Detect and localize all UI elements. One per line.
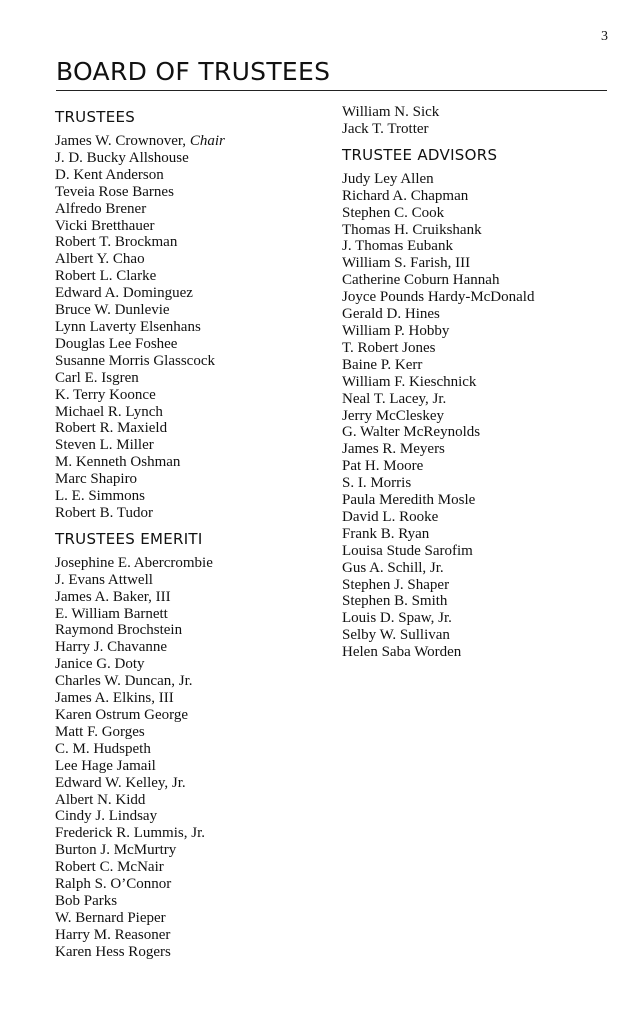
list-item: Douglas Lee Foshee	[55, 335, 178, 352]
list-item: James R. Meyers	[342, 441, 445, 458]
list-item: Albert Y. Chao	[55, 251, 145, 268]
list-item: Raymond Brochstein	[55, 622, 183, 639]
list-item: Gerald D. Hines	[342, 306, 440, 323]
list-item: David L. Rooke	[342, 508, 439, 525]
trustee-chair	[55, 133, 325, 150]
list-item: K. Terry Koonce	[55, 386, 156, 403]
list-item: E. William Barnett	[55, 605, 168, 622]
list-item: Robert L. Clarke	[55, 268, 157, 285]
list-item: Stephen C. Cook	[342, 204, 445, 221]
list-item: Robert C. McNair	[55, 859, 164, 876]
trustees-list-continued	[342, 104, 612, 138]
list-item: Selby W. Sullivan	[342, 627, 450, 644]
page-title: BOARD OF TRUSTEES	[56, 57, 331, 86]
trustees-emeriti-heading: TRUSTEES EMERITI	[55, 529, 203, 548]
list-item: J. D. Bucky Allshouse	[55, 149, 189, 166]
list-item: Bruce W. Dunlevie	[55, 302, 170, 319]
list-item: L. E. Simmons	[55, 488, 146, 505]
list-item: Judy Ley Allen	[342, 170, 434, 187]
list-item: Carl E. Isgren	[55, 369, 139, 386]
list-item: Stephen B. Smith	[342, 593, 448, 610]
list-item: Lynn Laverty Elsenhans	[55, 318, 201, 335]
list-item: James A. Baker, III	[55, 588, 171, 605]
list-item: Cindy J. Lindsay	[55, 808, 158, 825]
list-item: Frederick R. Lummis, Jr.	[55, 825, 205, 842]
list-item: Vicki Bretthauer	[55, 217, 155, 234]
trustee-advisors-list	[342, 171, 612, 661]
list-item: Harry J. Chavanne	[55, 639, 168, 656]
list-item: Susanne Morris Glasscock	[55, 352, 215, 369]
list-item: Helen Saba Worden	[342, 644, 462, 661]
list-item: Ralph S. O’Connor	[55, 876, 172, 893]
list-item: Harry M. Reasoner	[55, 926, 171, 943]
list-item: J. Thomas Eubank	[342, 238, 453, 255]
page-number: 3	[601, 29, 608, 44]
list-item: Frank B. Ryan	[342, 525, 430, 542]
list-item: Alfredo Brener	[55, 200, 147, 217]
list-item: Louis D. Spaw, Jr.	[342, 610, 452, 627]
chair-role: Chair	[189, 133, 225, 149]
list-item: William F. Kieschnick	[342, 373, 477, 390]
list-item: Louisa Stude Sarofim	[342, 542, 473, 559]
trustees-list	[55, 133, 325, 522]
list-item: Lee Hage Jamail	[55, 757, 156, 774]
list-item: Bob Parks	[55, 892, 118, 909]
list-item: Marc Shapiro	[55, 471, 138, 488]
list-item: Stephen J. Shaper	[342, 576, 450, 593]
list-item: Burton J. McMurtry	[55, 842, 177, 859]
list-item: Paula Meredith Mosle	[342, 492, 476, 509]
list-item: Jack T. Trotter	[342, 120, 429, 137]
list-item: Robert T. Brockman	[55, 234, 178, 251]
list-item: Steven L. Miller	[55, 437, 154, 454]
list-item: James A. Elkins, III	[55, 690, 174, 707]
list-item: W. Bernard Pieper	[55, 909, 166, 926]
list-item: Thomas H. Cruikshank	[342, 221, 482, 238]
list-item: Albert N. Kidd	[55, 791, 146, 808]
list-item: Richard A. Chapman	[342, 187, 469, 204]
list-item: Matt F. Gorges	[55, 723, 145, 740]
list-item: Edward A. Dominguez	[55, 285, 193, 302]
list-item: Robert B. Tudor	[55, 504, 153, 521]
list-item: Neal T. Lacey, Jr.	[342, 390, 447, 407]
list-item: C. M. Hudspeth	[55, 740, 151, 757]
list-item: T. Robert Jones	[342, 339, 436, 356]
list-item: Catherine Coburn Hannah	[342, 272, 500, 289]
list-item: S. I. Morris	[342, 475, 412, 492]
list-item: Teveia Rose Barnes	[55, 183, 174, 200]
list-item: Karen Hess Rogers	[55, 943, 171, 960]
list-item: Jerry McCleskey	[342, 407, 445, 424]
list-item: Edward W. Kelley, Jr.	[55, 774, 186, 791]
list-item: M. Kenneth Oshman	[55, 454, 181, 471]
list-item: Michael R. Lynch	[55, 403, 163, 420]
list-item: Charles W. Duncan, Jr.	[55, 673, 193, 690]
title-divider	[56, 90, 607, 91]
chair-name: James W. Crownover,	[55, 133, 187, 149]
list-item: William N. Sick	[342, 104, 440, 120]
left-column	[55, 106, 325, 961]
list-item: Josephine E. Abercrombie	[55, 554, 213, 571]
list-item: Gus A. Schill, Jr.	[342, 559, 444, 576]
list-item: Baine P. Kerr	[342, 356, 423, 373]
list-item: G. Walter McReynolds	[342, 424, 481, 441]
list-item: Karen Ostrum George	[55, 707, 189, 723]
list-item: D. Kent Anderson	[55, 166, 164, 183]
list-item: William P. Hobby	[342, 322, 450, 339]
trustee-advisors-heading: TRUSTEE ADVISORS	[342, 145, 498, 164]
trustees-emeriti-list	[55, 555, 325, 961]
list-item: Robert R. Maxield	[55, 420, 168, 437]
list-item: William S. Farish, III	[342, 255, 471, 272]
list-item: Janice G. Doty	[55, 656, 145, 673]
list-item: Pat H. Moore	[342, 458, 424, 475]
list-item: J. Evans Attwell	[55, 571, 153, 588]
trustees-heading: TRUSTEES	[55, 108, 136, 126]
right-column	[342, 104, 612, 661]
list-item: Joyce Pounds Hardy-McDonald	[342, 289, 535, 306]
